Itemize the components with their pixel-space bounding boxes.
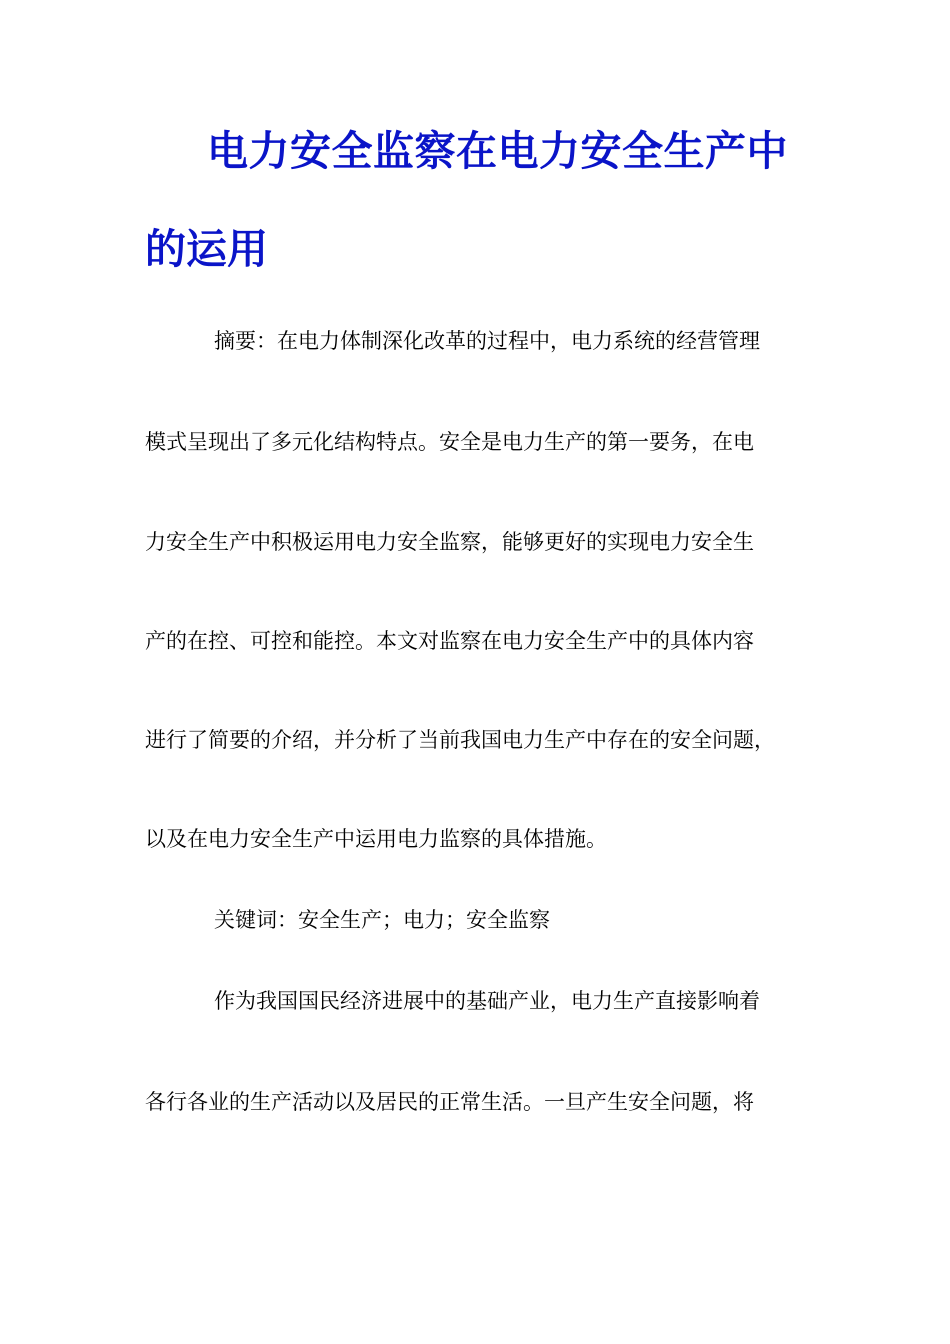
document-title-line-2: 的运用 <box>145 225 268 273</box>
abstract-line-3: 力安全生产中积极运用电力安全监察，能够更好的实现电力安全生 <box>145 530 754 554</box>
body-line-2: 各行各业的生产活动以及居民的正常生活。一旦产生安全问题，将 <box>145 1090 754 1114</box>
abstract-line-4: 产的在控、可控和能控。本文对监察在电力安全生产中的具体内容 <box>145 629 754 653</box>
abstract-line-1: 摘要：在电力体制深化改革的过程中，电力系统的经营管理 <box>214 329 760 353</box>
abstract-line-6: 以及在电力安全生产中运用电力监察的具体措施。 <box>145 827 607 851</box>
abstract-line-2: 模式呈现出了多元化结构特点。安全是电力生产的第一要务，在电 <box>145 430 754 454</box>
abstract-line-5: 进行了简要的介绍，并分析了当前我国电力生产中存在的安全问题， <box>145 728 775 752</box>
document-title-line-1: 电力安全监察在电力安全生产中 <box>207 127 788 175</box>
body-line-1: 作为我国国民经济进展中的基础产业，电力生产直接影响着 <box>214 989 760 1013</box>
keywords-line: 关键词：安全生产；电力；安全监察 <box>214 908 550 932</box>
